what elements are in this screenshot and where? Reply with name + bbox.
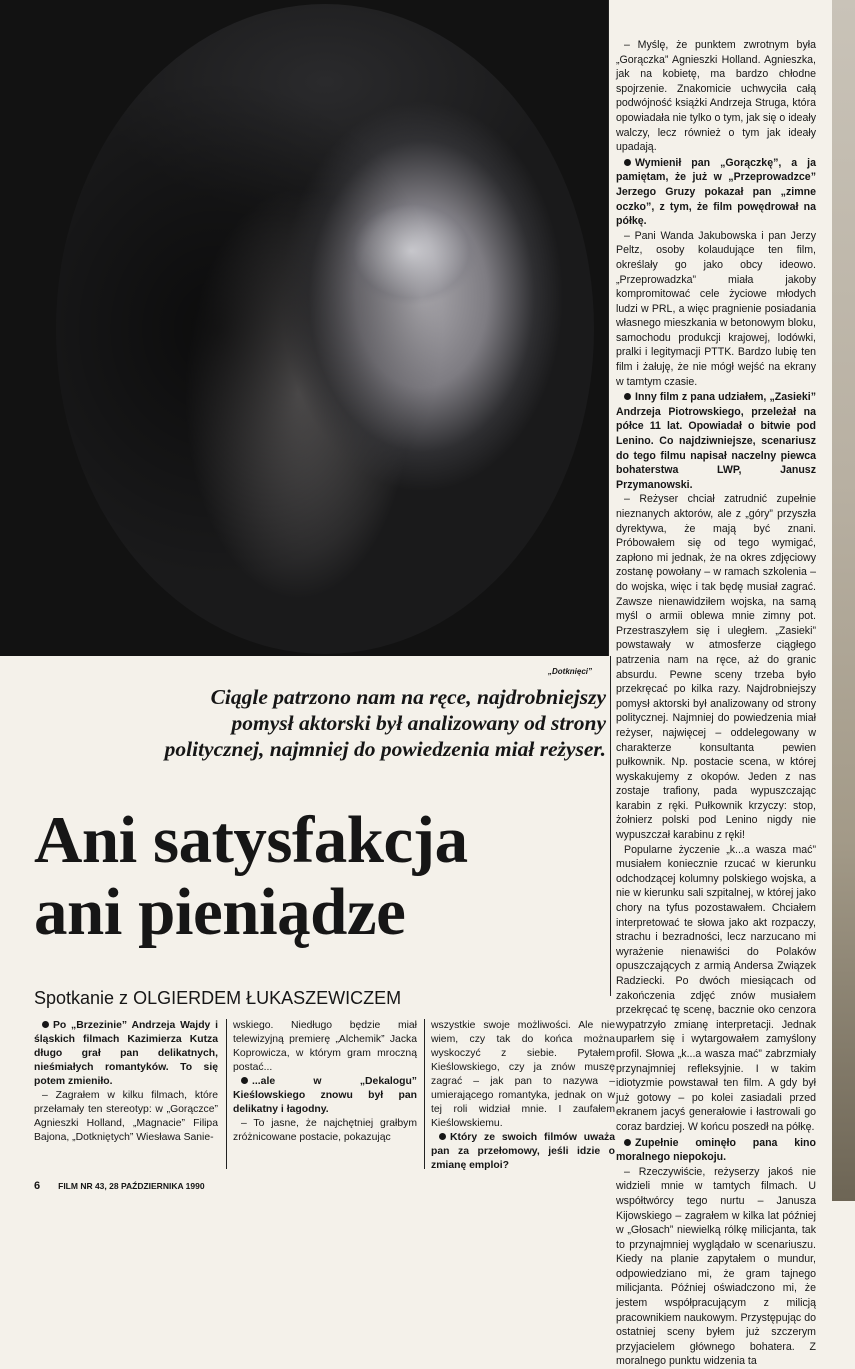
interview-question bbox=[616, 1136, 816, 1165]
interview-name: OLGIERDEM ŁUKASZEWICZEM bbox=[133, 988, 402, 1008]
headline-line-1: Ani satysfakcja bbox=[34, 803, 468, 877]
bullet-icon bbox=[241, 1077, 248, 1084]
question-text: Po „Brzezinie” Andrzeja Wajdy i śląskich filmach Kazimierza Kutza długo grał pan delikatnych, nieśmiałych romantyków. To się potem zmieniło. bbox=[34, 1020, 218, 1087]
bullet-icon bbox=[624, 159, 631, 166]
bullet-icon bbox=[624, 393, 631, 400]
bullet-icon bbox=[439, 1133, 446, 1140]
article-headline bbox=[34, 804, 614, 948]
column-rule-bottom-2 bbox=[424, 1019, 425, 1169]
bullet-icon bbox=[624, 1139, 631, 1146]
answer-paragraph: wszystkie swoje możliwości. Ale nie wiem, czy tak do końca można wyskoczyć z siebie. Pytałem Kieślowskiego, czy ja znów muszę zagrać – jak pan to nazywa – umierającego romantyka, jednak on w tej roli widział mnie. I zaufałem Kieślowskiemu. bbox=[431, 1020, 615, 1129]
interview-question bbox=[616, 390, 816, 492]
answer-paragraph: – Rzeczywiście, reżyserzy jakoś nie widzieli mnie w tamtych filmach. U współtwórcy tego nurtu – Janusza Kijowskiego – zagrałem w kilka lat później w „Głosach” niewielką rólkę milicjanta, tak to przynajmniej wyglądało w scenariuszu. Kiedy na planie zapytałem o mundur, odpowiedziano mi, że gram tajnego milicjanta. Później oświadczono mi, że jestem współpracującym z milicją pracownikiem naukowym. Przystępując do ostatniej sceny byłem już szczerym przyjacielem głównego bohatera. Z moralnego punktu widzenia ta bbox=[616, 1165, 816, 1368]
interview-question bbox=[616, 156, 816, 229]
headline-line-2: ani pieniądze bbox=[34, 875, 406, 949]
page-number: 6 bbox=[34, 1180, 41, 1192]
portrait-photo-shadow bbox=[56, 4, 594, 654]
bottom-column-2 bbox=[233, 1019, 417, 1145]
adjacent-page-edge bbox=[832, 0, 855, 1201]
answer-paragraph: – Reżyser chciał zatrudnić zupełnie nieznanych aktorów, ale z „góry” przyszła dyrektywa, że mają być znani. Próbowałem się od tego wymigać, zapłono mi jednak, że na okres zdjęciowy zostanę powołany – w ramach szkolenia – do wojska, więc i tak będę musiał zagrać. Zawsze nienawidziłem wojska, na samą myśl o armii oblewa mnie zimny pot. Przestraszyłem się i uległem. „Zasieki” powstawały w atmosferze ciągłego patrzenia nam na ręce, aż do granic absurdu. Pewne sceny trzeba było przekręcać po kilka razy. Najdrobniejszy pomysł aktorski był analizowany od strony politycznej. Najmniej do powiedzenia miał reżyser, najwięcej – oddelegowany w charakterze konsultanta pewien pułkownik. Np. postacie scena, w której wyskakujemy z okopów. Jeden z nas zostaje trafiony, pada wypuszczając karabin z ręki. Pułkownik krzyczy: stop, żołnierz polski pod Lenino nigdy nie wypuszczał karabinu z ręki! bbox=[616, 493, 816, 842]
interview-prefix: Spotkanie z bbox=[34, 988, 134, 1008]
answer-paragraph: Popularne życzenie „k...a wasza mać” musiałem koniecznie rzucać w kierunku odchodzącej kolumny polskiego wojska, a nie w kierunku sali szpitalnej, w której jako chory na tyfus pozostawałem. Chciałem interpretować te słowa jako akt rozpaczy, strachu i bezradności, lecz narzucano mi wyrażenie nienawiści do Polaków opuszczających z armią Andersa Związek Radziecki. Po dwóch miesiącach od zakończenia zdjęć znów musiałem przekręcać tę scenę, bacznie oko cenzora wypatrzyło zmianę interpretacji. Jednak uparłem się i wytargowałem zamyślony profil. Słowa „k...a wasza mać” zabrzmiały przynajmniej refleksyjnie. I w takim idiotyzmie powstawał ten film. A gdy był już gotowy – po kolei zasiadali przed ekranem jacyś generałowie i łastrowali go coraz bardziej. W końcu poszedł na półkę. bbox=[616, 843, 816, 1133]
question-text: Inny film z pana udziałem, „Zasieki” Andrzeja Piotrowskiego, przeleżał na półce 11 lat. Opowiadał o bitwie pod Lenino. Co najdziwniejsze, scenariusz do tego filmu napisał naczelny piewca bohaterstwa LWP, Janusz Przymanowski. bbox=[616, 391, 816, 491]
interview-question bbox=[431, 1131, 615, 1173]
column-rule-bottom-1 bbox=[226, 1019, 227, 1169]
bullet-icon bbox=[42, 1021, 49, 1028]
interview-byline bbox=[34, 988, 594, 1009]
answer-paragraph: wskiego. Niedługo będzie miał telewizyjną premierę „Alchemik” Jacka Koprowicza, w którym gram mroczną postać... bbox=[233, 1020, 417, 1073]
interview-question bbox=[34, 1019, 218, 1089]
portrait-photo-frame bbox=[0, 0, 608, 656]
article-lead: Ciągle patrzono nam na ręce, najdrobniejszy pomysł aktorski był analizowany od strony politycznej, najmniej do powiedzenia miał reżyser. bbox=[164, 685, 606, 761]
bottom-column-1 bbox=[34, 1019, 218, 1145]
bottom-column-3 bbox=[431, 1019, 615, 1173]
interview-question bbox=[233, 1075, 417, 1117]
photo-caption: „Dotknięci” bbox=[548, 667, 593, 676]
right-article-column bbox=[616, 38, 816, 1369]
answer-paragraph: – Myślę, że punktem zwrotnym była „Gorączka” Agnieszki Holland. Agnieszka, jak na kobietę, ma bardzo chłodne spojrzenie. Znakomicie uchwyciła całą podwójność książki Andrzeja Struga, która opowiadała nie tylko o tym, jak się o ideały walczy, lecz również o tym jak ideały upadają. bbox=[616, 39, 816, 154]
question-text: Zupełnie ominęło pana kino moralnego niepokoju. bbox=[616, 1136, 816, 1164]
issue-info: FILM NR 43, 28 PAŹDZIERNIKA 1990 bbox=[58, 1181, 205, 1191]
answer-paragraph: – Pani Wanda Jakubowska i pan Jerzy Peltz, osoby kolaudujące ten film, określały go jako obcy ideowo. „Przeprowadzka” miała jakoby kompromitować cele życiowe młodych ludzi w PRL, a więc pragnienie posiadania własnego mieszkania w betonowym bloku, samochodu produkcji krajowej, lodówki, pralki i legitymacji PTTK. Bardzo lubię ten film i żałuję, że nie mógł wejść na ekrany w tamtym czasie. bbox=[616, 229, 816, 388]
column-rule-top bbox=[608, 0, 609, 656]
answer-paragraph: – Zagrałem w kilku filmach, które przełamały ten stereotyp: w „Gorączce” Agnieszki Holland, „Magnacie” Filipa Bajona, „Dotkniętych” Wiesława Sanie- bbox=[34, 1090, 218, 1143]
question-text: ...ale w „Dekalogu” Kieślowskiego znowu był pan delikatny i łagodny. bbox=[233, 1076, 417, 1115]
page-footer bbox=[34, 1180, 434, 1192]
question-text: Wymienił pan „Gorączkę”, a ja pamiętam, że już w „Przeprowadzce” Jerzego Gruzy pokazał pan „zimne oczko”, z tym, że film powędrował na półkę. bbox=[616, 156, 816, 228]
answer-paragraph: – To jasne, że najchętniej grałbym zróżnicowane postacie, pokazując bbox=[233, 1118, 417, 1143]
question-text: Który ze swoich filmów uważa pan za przełomowy, jeśli idzie o zmianę emploi? bbox=[431, 1132, 615, 1171]
